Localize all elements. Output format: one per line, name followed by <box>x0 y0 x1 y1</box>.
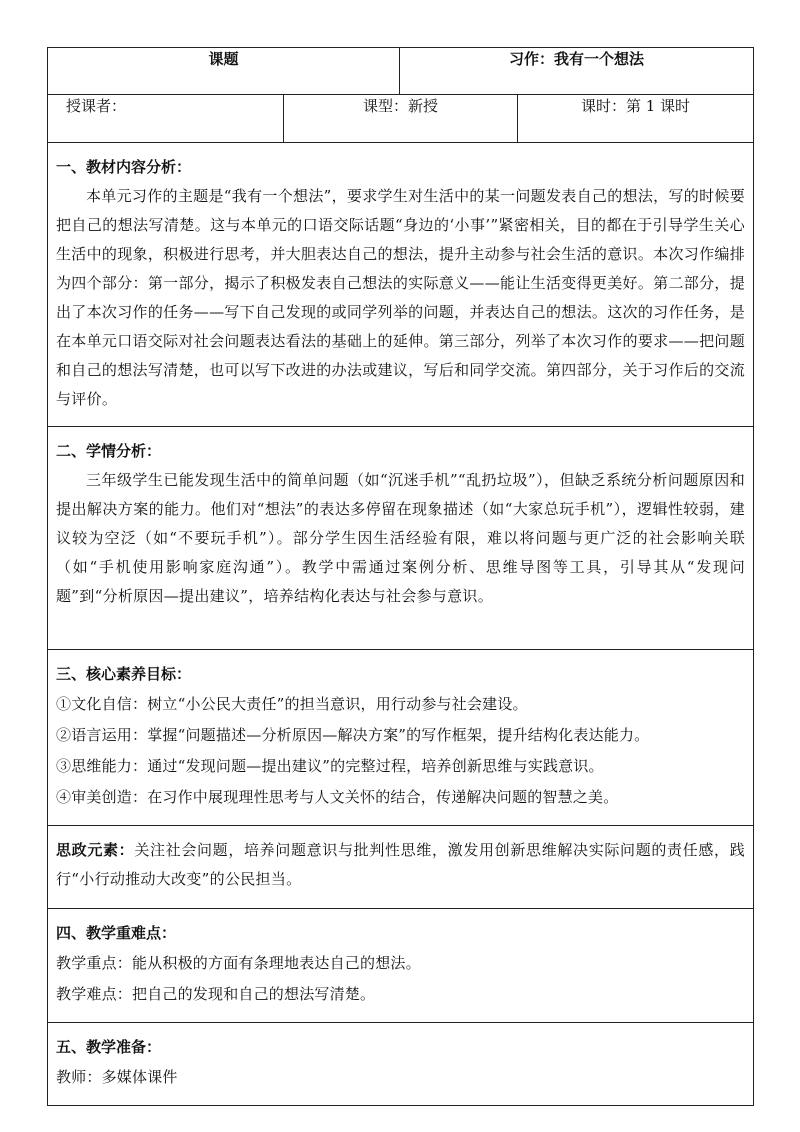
goal-item: ③思维能力：通过“发现问题—提出建议”的完整过程，培养创新思维与实践意识。 <box>56 757 604 775</box>
students-title: 二、学情分析： <box>56 442 162 460</box>
analysis-title: 一、教材内容分析： <box>56 158 192 176</box>
lesson-period: 课时：第 1 课时 <box>518 95 754 143</box>
prep-text: 教师：多媒体课件 <box>56 1068 178 1086</box>
keypoints-section-row <box>48 909 754 1023</box>
teacher-field: 授课者： <box>48 95 284 143</box>
ideology-paragraph <box>56 836 745 894</box>
analysis-text: 本单元习作的主题是“我有一个想法”，要求学生对生活中的某一问题发表自己的想法，写的时候要把自己的想法写清楚。这与本单元的口语交际话题“身边的‘小事’”紧密相关，目的都在于引导学生关心生活中的现象，积极进行思考，并大胆表达自己的想法，提升主动参与社会生活的意识。本次习作编排为四个部分：第一部分，揭示了积极发表自己想法的实际意义——能让生活变得更美好。第二部分，提出了本次习作的任务——写下自己发现的或同学列举的问题，并表达自己的想法。这次的习作任务，是在本单元口语交际对社会问题表达看法的基础上的延伸。第三部分，列举了本次习作的要求——把问题和自己的想法写清楚，也可以写下改进的办法或建议，写后和同学交流。第四部分，关于习作后的交流与评价。 <box>56 187 746 408</box>
ideology-label: 思政元素： <box>56 841 135 859</box>
topic-title: 习作：我有一个想法 <box>400 48 754 95</box>
ideology-text: 关注社会问题，培养问题意识与批判性思维，激发用创新思维解决实际问题的责任感，践行“小行动推动大改变”的公民担当。 <box>56 841 745 888</box>
students-text: 三年级学生已能发现生活中的简单问题（如“沉迷手机”“乱扔垃圾”），但缺乏系统分析问题原因和提出解决方案的能力。他们对“想法”的表达多停留在现象描述（如“大家总玩手机”），逻辑性较弱，建议较为空泛（如“不要玩手机”）。部分学生因生活经验有限，难以将问题与更广泛的社会影响关联（如“手机使用影响家庭沟通”）。教学中需通过案例分析、思维导图等工具，引导其从“发现问题”到“分析原因—提出建议”，培养结构化表达与社会参与意识。 <box>56 471 746 605</box>
goal-item: ②语言运用：掌握“问题描述—分析原因—解决方案”的写作框架，提升结构化表达能力。 <box>56 726 650 744</box>
teaching-focus: 教学重点：能从积极的方面有条理地表达自己的想法。 <box>56 954 421 972</box>
topic-label: 课题 <box>48 48 400 95</box>
goal-item: ①文化自信：树立“小公民大责任”的担当意识，用行动参与社会建设。 <box>56 695 528 713</box>
ideology-section-row <box>48 826 754 909</box>
lesson-plan-table <box>47 47 754 1106</box>
students-section-row <box>48 427 754 650</box>
goal-item: ④审美创造：在习作中展现理性思考与人文关怀的结合，传递解决问题的智慧之美。 <box>56 788 619 806</box>
header-row <box>48 48 754 95</box>
goals-section-row <box>48 650 754 826</box>
analysis-section-row <box>48 143 754 427</box>
lesson-plan-sheet <box>47 47 753 1106</box>
teaching-difficulty: 教学难点：把自己的发现和自己的想法写清楚。 <box>56 985 376 1003</box>
keypoints-title: 四、教学重难点： <box>56 924 177 942</box>
goals-title: 三、核心素养目标： <box>56 665 192 683</box>
prep-section-row <box>48 1023 754 1106</box>
lesson-type: 课型：新授 <box>284 95 518 143</box>
meta-row <box>48 95 754 143</box>
prep-title: 五、教学准备： <box>56 1038 162 1056</box>
